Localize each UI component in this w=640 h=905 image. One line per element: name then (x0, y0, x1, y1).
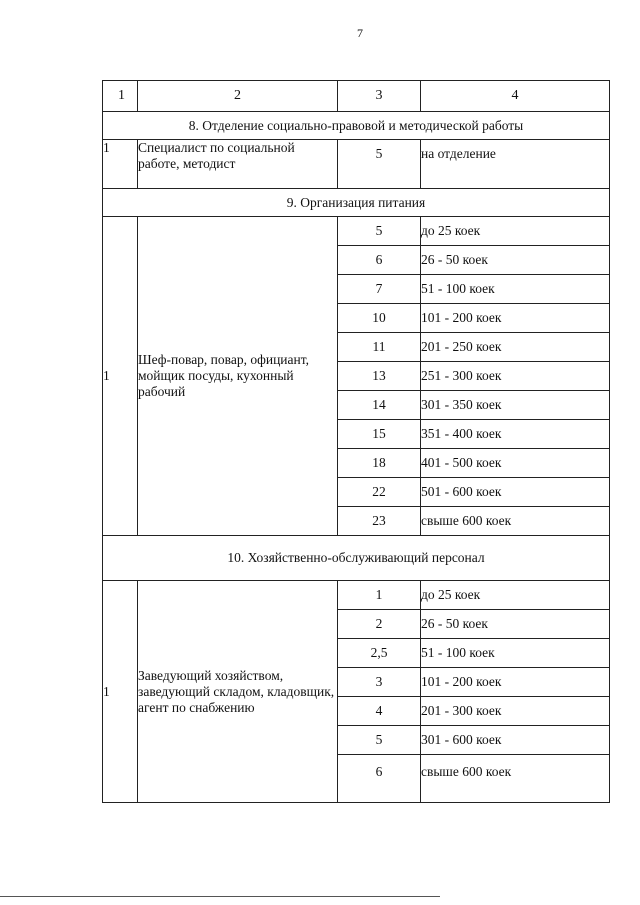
staff-norm: 6 (338, 755, 421, 803)
bed-range: 51 - 100 коек (421, 639, 610, 668)
bed-range: 401 - 500 коек (421, 449, 610, 478)
bed-range: 101 - 200 коек (421, 668, 610, 697)
bed-range: 351 - 400 коек (421, 420, 610, 449)
section-title: 9. Организация питания (103, 189, 610, 217)
bed-range: 301 - 350 коек (421, 391, 610, 420)
staff-norm: 3 (338, 668, 421, 697)
page-number: 7 (357, 26, 363, 40)
bed-range: 101 - 200 коек (421, 304, 610, 333)
staffing-table (102, 80, 610, 803)
section-title: 10. Хозяйственно-обслуживающий персонал (103, 536, 610, 581)
header-col-2: 2 (138, 81, 338, 112)
bed-range: 26 - 50 коек (421, 610, 610, 639)
bed-range: 26 - 50 коек (421, 246, 610, 275)
row-number: 1 (103, 581, 138, 803)
staff-norm: 22 (338, 478, 421, 507)
row-number: 1 (103, 140, 138, 189)
bed-range: до 25 коек (421, 581, 610, 610)
staff-norm: 6 (338, 246, 421, 275)
bed-range: на отделение (421, 140, 610, 189)
staff-norm: 5 (338, 140, 421, 189)
staff-norm: 2,5 (338, 639, 421, 668)
section-title-row (103, 112, 610, 140)
header-col-4: 4 (421, 81, 610, 112)
section-title: 8. Отделение социально-правовой и методической работы (103, 112, 610, 140)
staff-norm: 5 (338, 726, 421, 755)
staff-norm: 10 (338, 304, 421, 333)
staff-norm: 2 (338, 610, 421, 639)
section-title-row (103, 189, 610, 217)
header-col-1: 1 (103, 81, 138, 112)
staff-norm: 7 (338, 275, 421, 304)
staff-norm: 4 (338, 697, 421, 726)
table-row (103, 217, 610, 246)
table-row (103, 581, 610, 610)
position-name: Заведующий хозяйством, заведующий складом, кладовщик, агент по снабжению (138, 581, 338, 803)
bed-range: свыше 600 коек (421, 755, 610, 803)
staff-norm: 14 (338, 391, 421, 420)
staff-norm: 23 (338, 507, 421, 536)
staff-norm: 5 (338, 217, 421, 246)
row-number: 1 (103, 217, 138, 536)
table-row (103, 140, 610, 189)
header-col-3: 3 (338, 81, 421, 112)
staff-norm: 18 (338, 449, 421, 478)
staff-norm: 1 (338, 581, 421, 610)
staff-norm: 11 (338, 333, 421, 362)
bed-range: свыше 600 коек (421, 507, 610, 536)
staff-norm: 15 (338, 420, 421, 449)
bed-range: 251 - 300 коек (421, 362, 610, 391)
footer-divider (0, 896, 440, 897)
position-name: Шеф-повар, повар, официант, мойщик посуды, кухонный рабочий (138, 217, 338, 536)
bed-range: 201 - 250 коек (421, 333, 610, 362)
staff-norm: 13 (338, 362, 421, 391)
bed-range: 51 - 100 коек (421, 275, 610, 304)
bed-range: 301 - 600 коек (421, 726, 610, 755)
bed-range: до 25 коек (421, 217, 610, 246)
bed-range: 201 - 300 коек (421, 697, 610, 726)
header-row (103, 81, 610, 112)
position-name: Специалист по социальной работе, методист (138, 140, 338, 189)
bed-range: 501 - 600 коек (421, 478, 610, 507)
section-title-row (103, 536, 610, 581)
